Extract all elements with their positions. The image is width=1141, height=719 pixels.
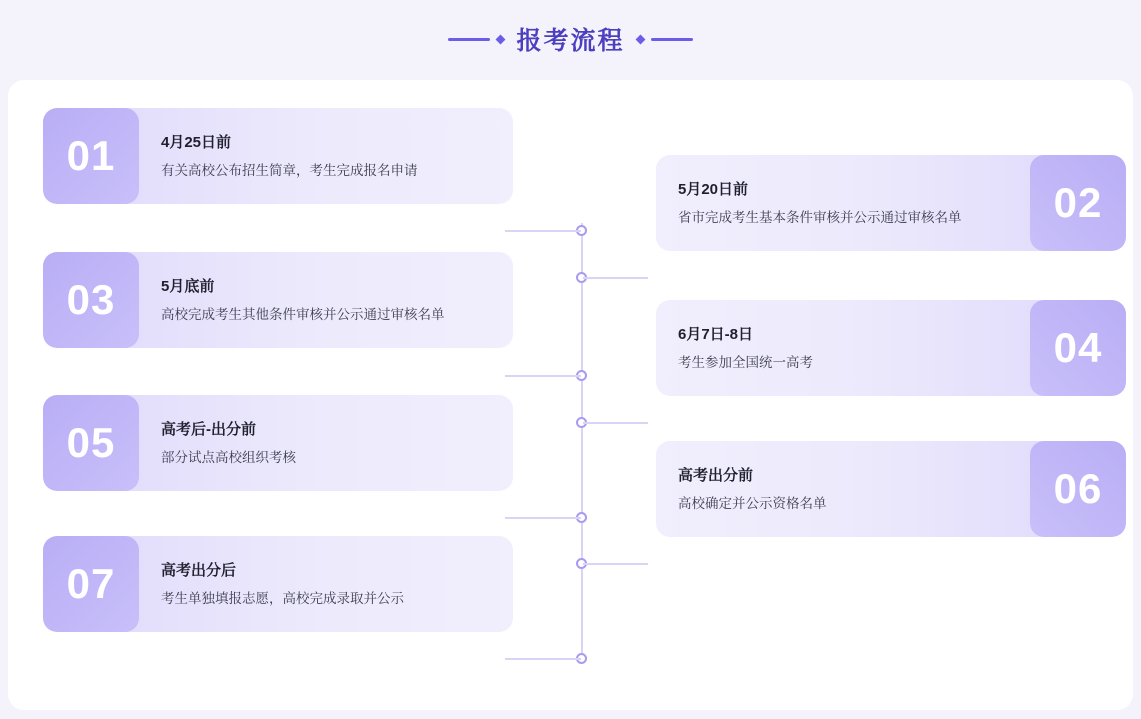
step-number-badge: 02 xyxy=(1030,155,1126,251)
step-content xyxy=(139,131,513,181)
flow-step-02[interactable] xyxy=(656,155,1126,251)
step-number-badge: 07 xyxy=(43,536,139,632)
decoration-diamond-icon xyxy=(496,34,506,44)
connector-line xyxy=(505,230,581,232)
page-title: 报考流程 xyxy=(516,27,625,55)
step-description: 省市完成考生基本条件审核并公示通过审核名单 xyxy=(678,210,962,226)
flow-step-06[interactable] xyxy=(656,441,1126,537)
connector-line xyxy=(583,277,648,279)
page-title-bar xyxy=(0,16,1141,62)
step-content xyxy=(139,275,513,325)
step-description: 考生参加全国统一高考 xyxy=(678,355,813,371)
step-description: 高校确定并公示资格名单 xyxy=(678,496,827,512)
step-title: 高考出分后 xyxy=(161,562,237,580)
flow-step-04[interactable] xyxy=(656,300,1126,396)
step-title: 5月20日前 xyxy=(678,181,749,199)
step-number-badge: 01 xyxy=(43,108,139,204)
connector-line xyxy=(505,658,581,660)
step-content xyxy=(139,559,513,609)
step-number-badge: 04 xyxy=(1030,300,1126,396)
step-title: 高考后-出分前 xyxy=(161,421,256,439)
step-number-badge: 05 xyxy=(43,395,139,491)
connector-line xyxy=(505,375,581,377)
step-title: 6月7日-8日 xyxy=(678,326,754,344)
connector-line xyxy=(505,517,581,519)
step-title: 4月25日前 xyxy=(161,134,232,152)
flow-step-01[interactable] xyxy=(43,108,513,204)
step-content xyxy=(656,464,1030,514)
title-decoration-left xyxy=(448,36,504,43)
connector-line xyxy=(583,563,648,565)
step-description: 考生单独填报志愿，高校完成录取并公示 xyxy=(161,591,404,607)
flow-panel xyxy=(8,80,1133,710)
step-title: 高考出分前 xyxy=(678,467,754,485)
step-description: 高校完成考生其他条件审核并公示通过审核名单 xyxy=(161,307,445,323)
step-number-badge: 06 xyxy=(1030,441,1126,537)
timeline-axis xyxy=(581,223,583,663)
flow-step-05[interactable] xyxy=(43,395,513,491)
decoration-diamond-icon xyxy=(635,34,645,44)
step-title: 5月底前 xyxy=(161,278,215,296)
step-number-badge: 03 xyxy=(43,252,139,348)
title-decoration-right xyxy=(637,36,693,43)
step-description: 有关高校公布招生简章，考生完成报名申请 xyxy=(161,163,418,179)
connector-line xyxy=(583,422,648,424)
step-description: 部分试点高校组织考核 xyxy=(161,450,296,466)
decoration-line-icon xyxy=(651,38,693,41)
step-content xyxy=(656,323,1030,373)
flow-step-07[interactable] xyxy=(43,536,513,632)
flow-step-03[interactable] xyxy=(43,252,513,348)
decoration-line-icon xyxy=(448,38,490,41)
step-content xyxy=(656,178,1030,228)
step-content xyxy=(139,418,513,468)
